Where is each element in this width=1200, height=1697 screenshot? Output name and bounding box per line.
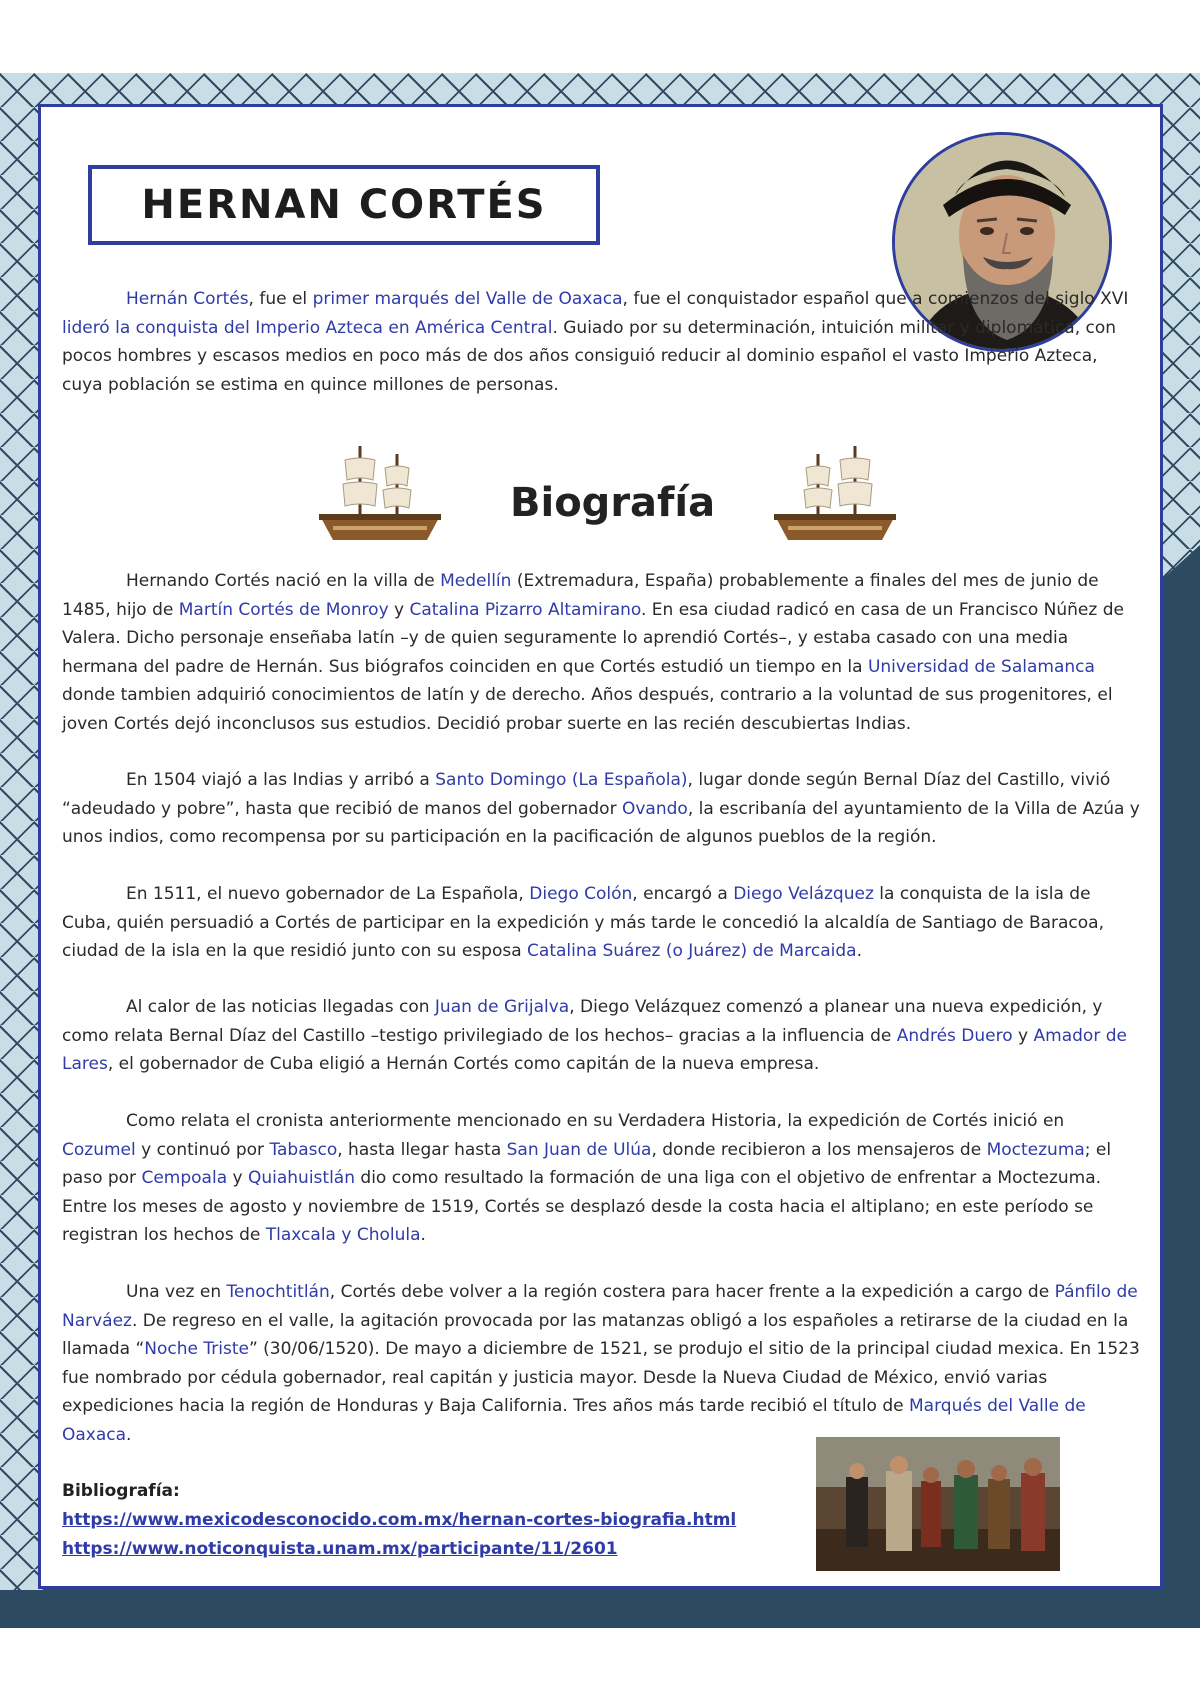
inline-link[interactable]: Santo Domingo (La Española) xyxy=(435,770,688,790)
bibliography-link[interactable]: https://www.mexicodesconocido.com.mx/hernan-cortes-biografia.html xyxy=(62,1510,737,1530)
paragraph-expedition xyxy=(62,993,1140,1079)
inline-link[interactable]: Moctezuma xyxy=(986,1139,1085,1160)
inline-link[interactable]: Medellín xyxy=(440,571,512,591)
inline-link[interactable]: San Juan de Ulúa xyxy=(506,1139,652,1160)
text-run: . De regreso en el valle, la agitación provocada por las matanzas obligó a los españoles a retirarse de la ciudad en la llamada “ xyxy=(62,1310,1129,1359)
text-run: Hernando Cortés nació en la villa de xyxy=(126,571,441,591)
paragraph-birth xyxy=(62,567,1140,738)
text-run: , la escribanía del ayuntamiento de la Villa de Azúa y unos indios, como recompensa por su participación en la pacificación de algunos pueblos de la región. xyxy=(62,798,1140,847)
text-run: . xyxy=(420,1225,426,1245)
inline-link[interactable]: primer marqués del Valle de Oaxaca xyxy=(312,289,623,309)
inline-link[interactable]: lideró la conquista del Imperio Azteca en América Central xyxy=(62,317,553,338)
text-run: ; el paso por xyxy=(62,1139,1112,1188)
inline-link[interactable]: Noche Triste xyxy=(144,1339,249,1359)
paragraph-tenochtitlan xyxy=(62,1278,1140,1449)
biography-heading: Biografía xyxy=(510,480,716,526)
text-run: ” (30/06/1520). De mayo a diciembre de 1521, se produjo el sitio de la principal ciudad mexica. En 1523 fue nombrado por cédula gobernador, real capitán y justicia mayor. Desde la Nueva Ciudad de México, envió varias expediciones hacia la región de Honduras y Baja California. Tres años más tarde recibió el título de xyxy=(62,1339,1140,1416)
inline-link[interactable]: Andrés Duero xyxy=(896,1025,1013,1046)
inline-link[interactable]: Diego Velázquez xyxy=(733,884,874,904)
intro-paragraph xyxy=(62,285,1140,399)
dark-bottom-band xyxy=(0,1590,1200,1628)
inline-link[interactable]: Cempoala xyxy=(141,1168,228,1188)
inline-link[interactable]: Hernán Cortés xyxy=(126,289,249,309)
conquest-painting xyxy=(816,1437,1060,1571)
inline-link[interactable]: Marqués del Valle de Oaxaca xyxy=(62,1396,1086,1445)
text-run: y xyxy=(227,1168,248,1188)
inline-link[interactable]: Catalina Suárez (o Juárez) de Marcaida xyxy=(527,941,857,961)
text-run: la conquista de la isla de Cuba, quién persuadió a Cortés de participar en la expedición y más tarde le concedió la alcaldía de Santiago de Baracoa, ciudad de la isla en la que residió junto con su esposa xyxy=(62,884,1105,961)
text-run: , encargó a xyxy=(632,884,734,904)
text-run: y xyxy=(1012,1025,1034,1046)
text-run: Una vez en xyxy=(126,1282,227,1302)
text-run: , Diego Velázquez comenzó a planear una nueva expedición, y como relata Bernal Díaz del Castillo –testigo privilegiado de los hechos– gracias a la influencia de xyxy=(62,997,1103,1046)
inline-link[interactable]: Universidad de Salamanca xyxy=(867,656,1095,677)
text-run: , lugar donde según Bernal Díaz del Castillo, vivió “adeudado y pobre”, hasta que recibió de manos del gobernador xyxy=(62,770,1111,819)
inline-link[interactable]: Cozumel xyxy=(62,1139,136,1160)
text-run: , fue el conquistador español que a comienzos del siglo XVI xyxy=(622,289,1129,309)
sailing-ship-right xyxy=(770,440,900,544)
text-run: . Guiado por su determinación, intuición militar y diplomática, con pocos hombres y escasos medios en poco más de dos años consiguió reducir al dominio español el vasto Imperio Azteca, cuya población se estima en quince millones de personas. xyxy=(62,317,1117,395)
inline-link[interactable]: Ovando xyxy=(621,798,688,819)
inline-link[interactable]: Juan de Grijalva xyxy=(434,997,570,1017)
inline-link[interactable]: Martín Cortés de Monroy xyxy=(178,599,389,620)
bibliography-link[interactable]: https://www.noticonquista.unam.mx/participante/11/2601 xyxy=(62,1539,618,1559)
sailing-ship-left xyxy=(315,440,445,544)
text-run: , el gobernador de Cuba eligió a Hernán Cortés como capitán de la nueva empresa. xyxy=(107,1054,820,1074)
inline-link[interactable]: Quiahuistlán xyxy=(247,1168,355,1188)
text-run: En 1504 viajó a las Indias y arribó a xyxy=(126,770,436,790)
text-run: Al calor de las noticias llegadas con xyxy=(126,997,435,1017)
text-run: . xyxy=(856,941,862,961)
inline-link[interactable]: Tlaxcala y Cholula xyxy=(265,1225,421,1245)
text-run: , hasta llegar hasta xyxy=(337,1139,507,1160)
inline-link[interactable]: Diego Colón xyxy=(529,884,633,904)
text-run: y xyxy=(388,599,410,620)
inline-link[interactable]: Tenochtitlán xyxy=(226,1282,330,1302)
text-run: y continuó por xyxy=(135,1139,270,1160)
text-run: donde tambien adquirió conocimientos de latín y de derecho. Años después, contrario a la voluntad de sus progenitores, el joven Cortés dejó inconclusos sus estudios. Decidió probar suerte en las recién descubiertas Indias. xyxy=(62,685,1113,734)
paragraph-route xyxy=(62,1107,1140,1250)
inline-link[interactable]: Pánfilo de Narváez xyxy=(62,1282,1138,1331)
bibliography xyxy=(62,1477,802,1564)
text-run: , fue el xyxy=(248,289,313,309)
bibliography-label: Bibliografía: xyxy=(62,1481,180,1501)
text-run: , donde recibieron a los mensajeros de xyxy=(651,1139,987,1160)
inline-link[interactable]: Catalina Pizarro Altamirano xyxy=(409,599,641,620)
text-run: Como relata el cronista anteriormente mencionado en su Verdadera Historia, la expedición de Cortés inició en xyxy=(126,1111,1065,1131)
title-box xyxy=(88,165,600,245)
text-run: En 1511, el nuevo gobernador de La Española, xyxy=(126,884,530,904)
text-run: , Cortés debe volver a la región costera para hacer frente a la expedición a cargo de xyxy=(329,1282,1055,1302)
inline-link[interactable]: Tabasco xyxy=(269,1139,338,1160)
text-run: . En esa ciudad radicó en casa de un Francisco Núñez de Valera. Dicho personaje enseñaba latín –y de quien seguramente lo aprendió Cortés–, y estaba casado con una media hermana del padre de Hernán. Sus biógrafos coinciden en que Cortés estudió un tiempo en la xyxy=(62,599,1124,677)
paragraph-indias xyxy=(62,766,1140,852)
text-run: . xyxy=(126,1424,132,1445)
paragraph-cuba xyxy=(62,880,1140,966)
page-title: HERNAN CORTÉS xyxy=(141,182,547,228)
text-run: dio como resultado la formación de una liga con el objetivo de enfrentar a Moctezuma. Entre los meses de agosto y noviembre de 1519, Cortés se desplazó desde la costa hacia el altiplano; en este período se registran los hechos de xyxy=(62,1168,1102,1245)
text-run: (Extremadura, España) probablemente a finales del mes de junio de 1485, hijo de xyxy=(62,571,1099,620)
inline-link[interactable]: Amador de Lares xyxy=(62,1025,1127,1074)
